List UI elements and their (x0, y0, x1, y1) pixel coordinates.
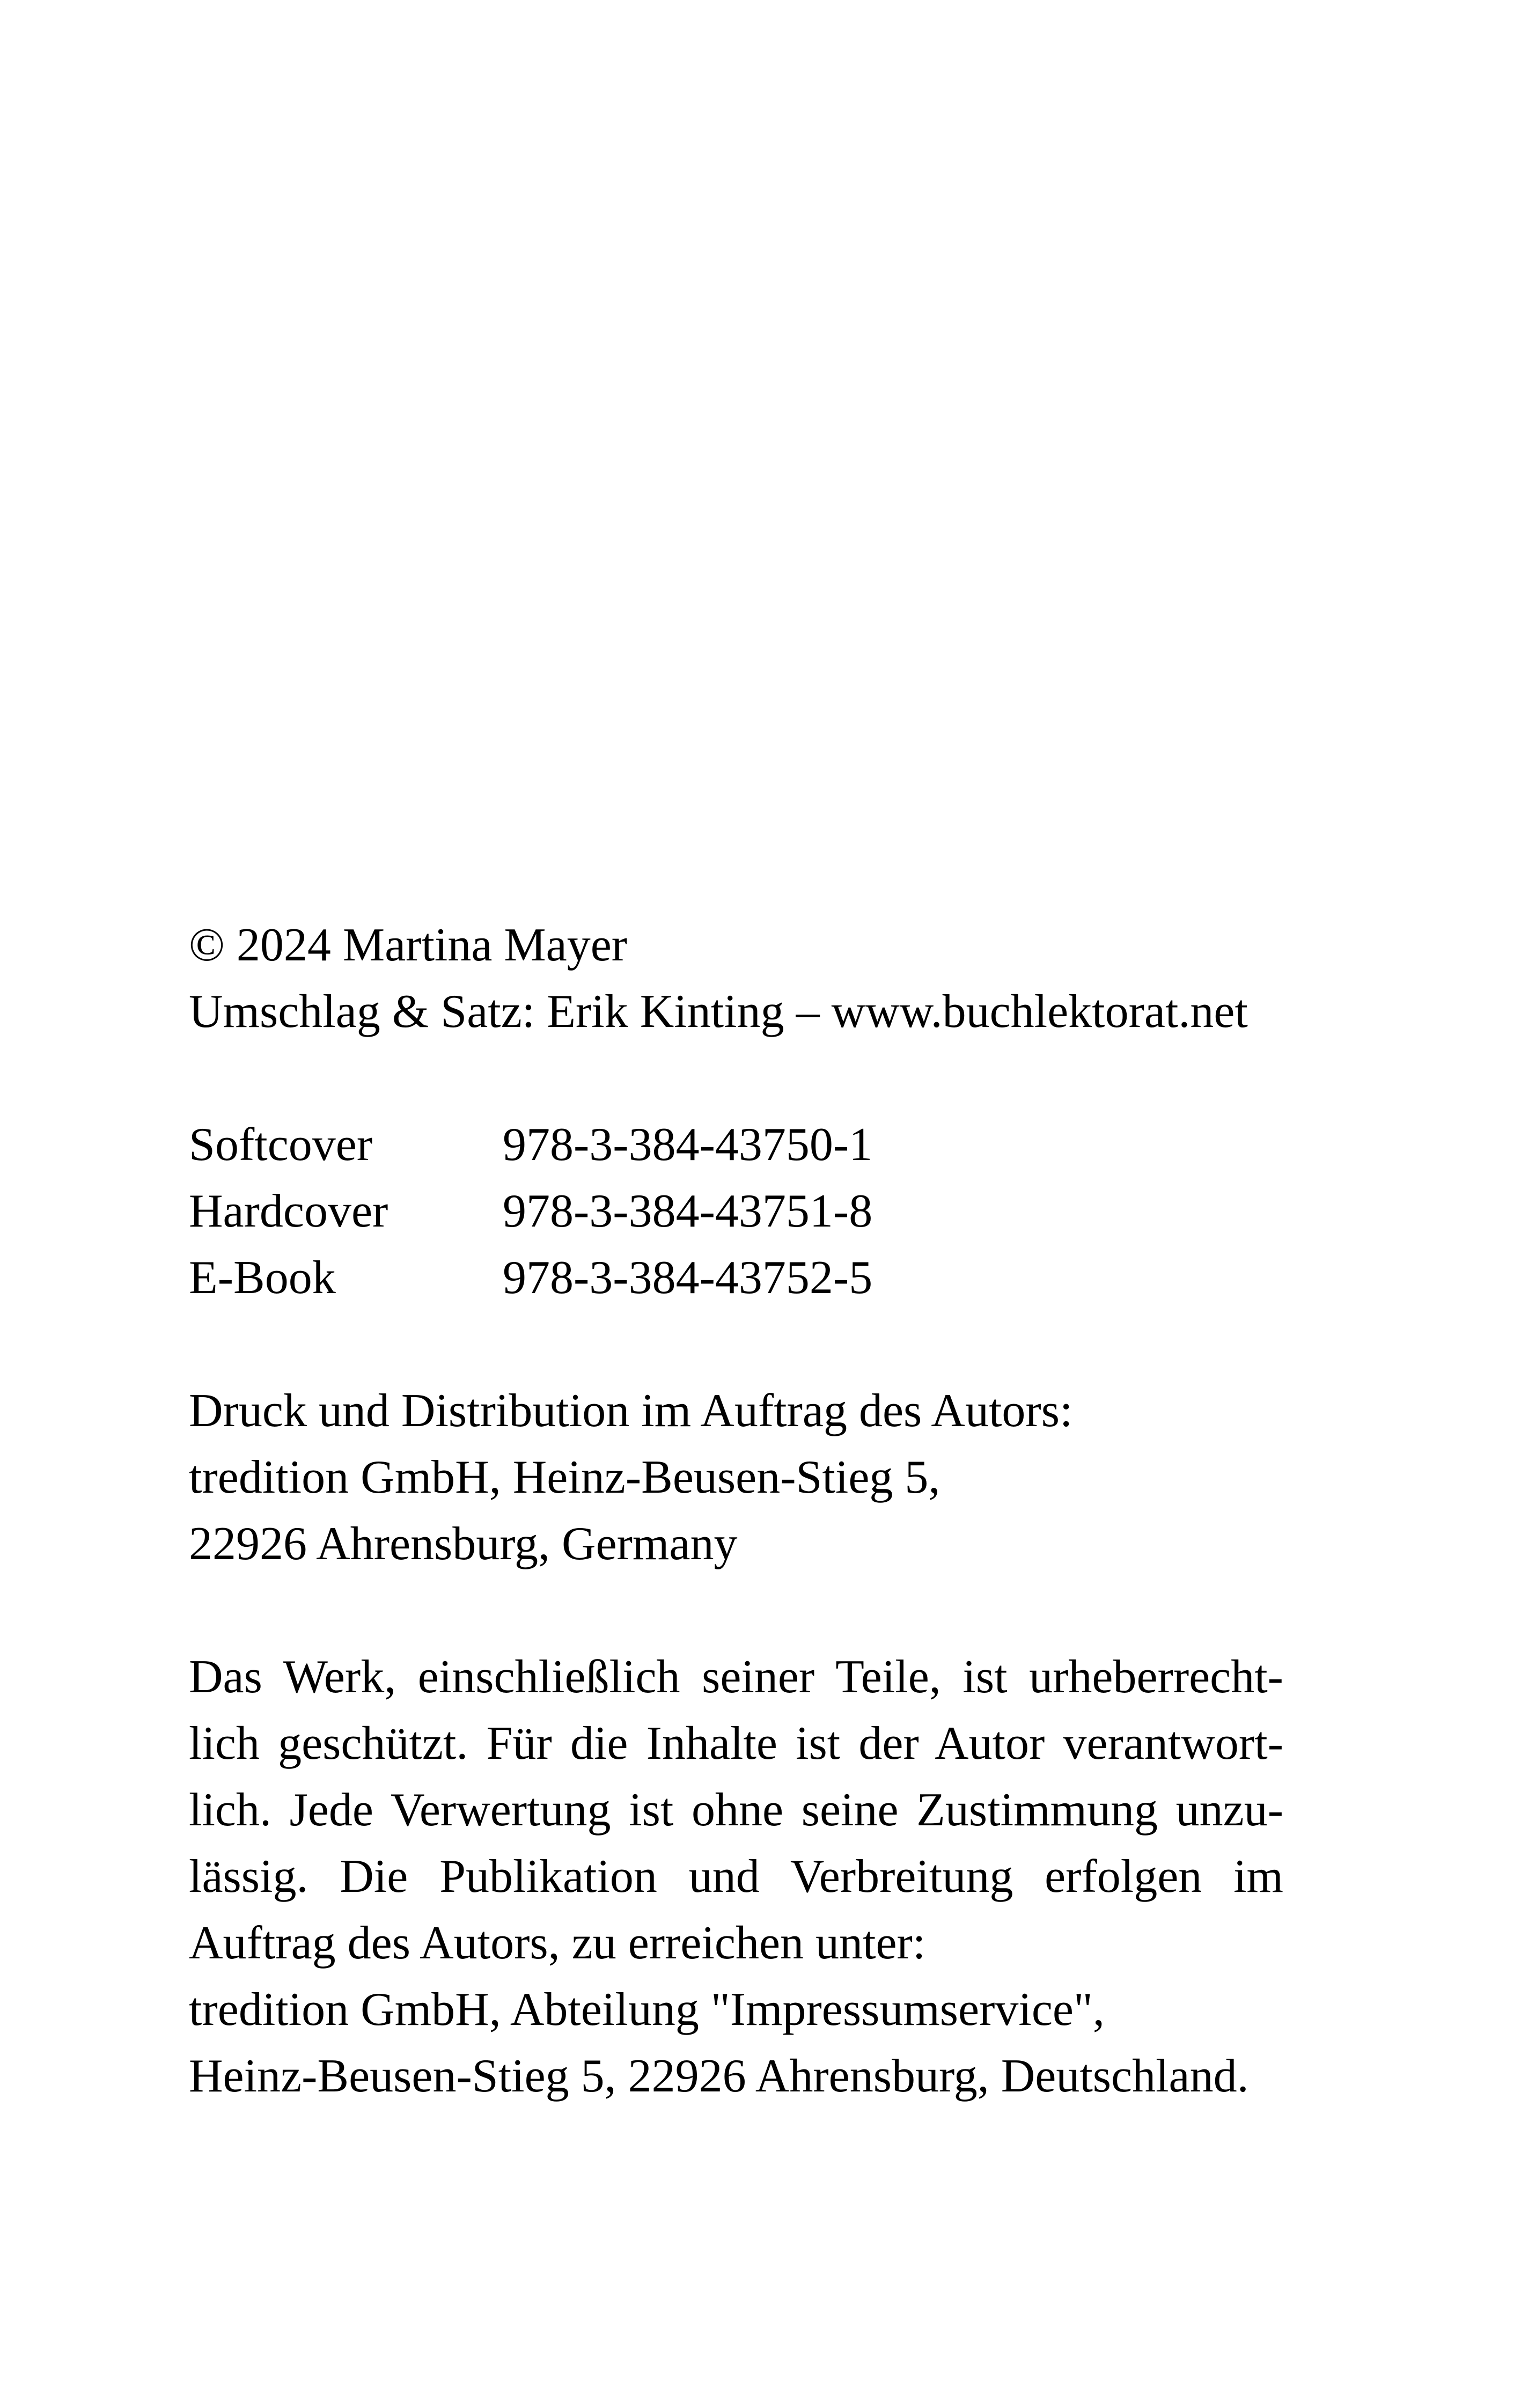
printing-line: Druck und Distribution im Auftrag des Autors: (189, 1385, 1073, 1437)
legal-line: tredition GmbH, Abteilung "Impressumservice", (189, 1984, 1105, 2036)
printing-city-line: 22926 Ahrensburg, Germany (189, 1518, 738, 1570)
legal-line: lässig. Die Publikation und Verbreitung erfolgen im (189, 1851, 1283, 1903)
imprint-page (189, 912, 1283, 2110)
printing-block (189, 1378, 1283, 1577)
isbn-label: Hardcover (189, 1185, 388, 1237)
spacer (189, 1577, 1283, 1644)
isbn-value: 978-3-384-43751-8 (503, 1185, 873, 1237)
spacer (189, 1045, 1283, 1112)
spacer (189, 1311, 1283, 1378)
isbn-row-softcover (189, 1112, 1283, 1178)
isbn-row-hardcover (189, 1178, 1283, 1245)
isbn-label: Softcover (189, 1119, 373, 1171)
legal-line: lich geschützt. Für die Inhalte ist der Autor verantwort- (189, 1717, 1283, 1770)
legal-notice (189, 1644, 1283, 2110)
isbn-row-ebook (189, 1245, 1283, 1311)
printing-address-line: tredition GmbH, Heinz-Beusen-Stieg 5, (189, 1451, 940, 1503)
copyright-line: © 2024 Martina Mayer (189, 919, 628, 971)
isbn-block (189, 1112, 1283, 1311)
credits-line: Umschlag & Satz: Erik Kinting – www.buchlektorat.net (189, 986, 1248, 1038)
legal-line: Das Werk, einschließlich seiner Teile, ist urheberrecht- (189, 1651, 1283, 1703)
legal-line: Heinz-Beusen-Stieg 5, 22926 Ahrensburg, Deutschland. (189, 2050, 1249, 2102)
isbn-value: 978-3-384-43752-5 (503, 1252, 873, 1304)
legal-line: Auftrag des Autors, zu erreichen unter: (189, 1917, 926, 1969)
legal-line: lich. Jede Verwertung ist ohne seine Zustimmung unzu- (189, 1784, 1283, 1836)
isbn-value: 978-3-384-43750-1 (503, 1119, 873, 1171)
isbn-label: E-Book (189, 1252, 336, 1304)
copyright-block (189, 912, 1283, 1045)
